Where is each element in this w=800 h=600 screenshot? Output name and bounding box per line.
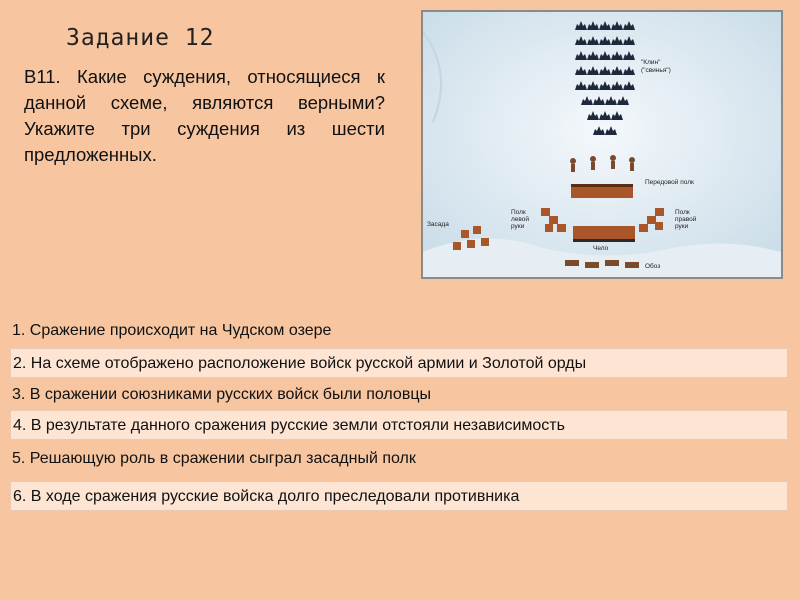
vanguard-regiment (571, 184, 633, 198)
label-center: Чело (593, 245, 609, 252)
label-train: Обоз (645, 263, 661, 270)
label-ambush: Засада (427, 221, 449, 228)
label-left-3: руки (511, 223, 525, 230)
option-6: 6. В ходе сражения русские войска долго преследовали противника (10, 481, 788, 511)
option-3: 3. В сражении союзниками русских войск были половцы (12, 386, 431, 403)
label-right-1: Полк (675, 209, 690, 216)
label-wedge-pig: ("свинья") (641, 67, 671, 74)
option-5: 5. Решающую роль в сражении сыграл засадный полк (12, 450, 416, 467)
option-4: 4. В результате данного сражения русские земли отстояли независимость (10, 410, 788, 440)
center-regiment (573, 226, 635, 242)
label-left-2: левой (511, 216, 530, 223)
option-1: 1. Сражение происходит на Чудском озере (12, 322, 332, 339)
label-right-2: правой (675, 216, 697, 223)
label-wedge: "Клин" (641, 59, 661, 66)
battle-scheme (421, 10, 783, 279)
label-left-1: Полк (511, 209, 526, 216)
option-2: 2. На схеме отображено расположение войск русской армии и Золотой орды (10, 348, 788, 378)
label-vanguard: Передовой полк (645, 179, 694, 186)
task-title: Задание 12 (66, 25, 215, 51)
label-right-3: руки (675, 223, 689, 230)
question-text: В11. Какие суждения, относящиеся к данной схеме, являются верными? Укажите три суждения из шести предложенных. (24, 66, 385, 165)
